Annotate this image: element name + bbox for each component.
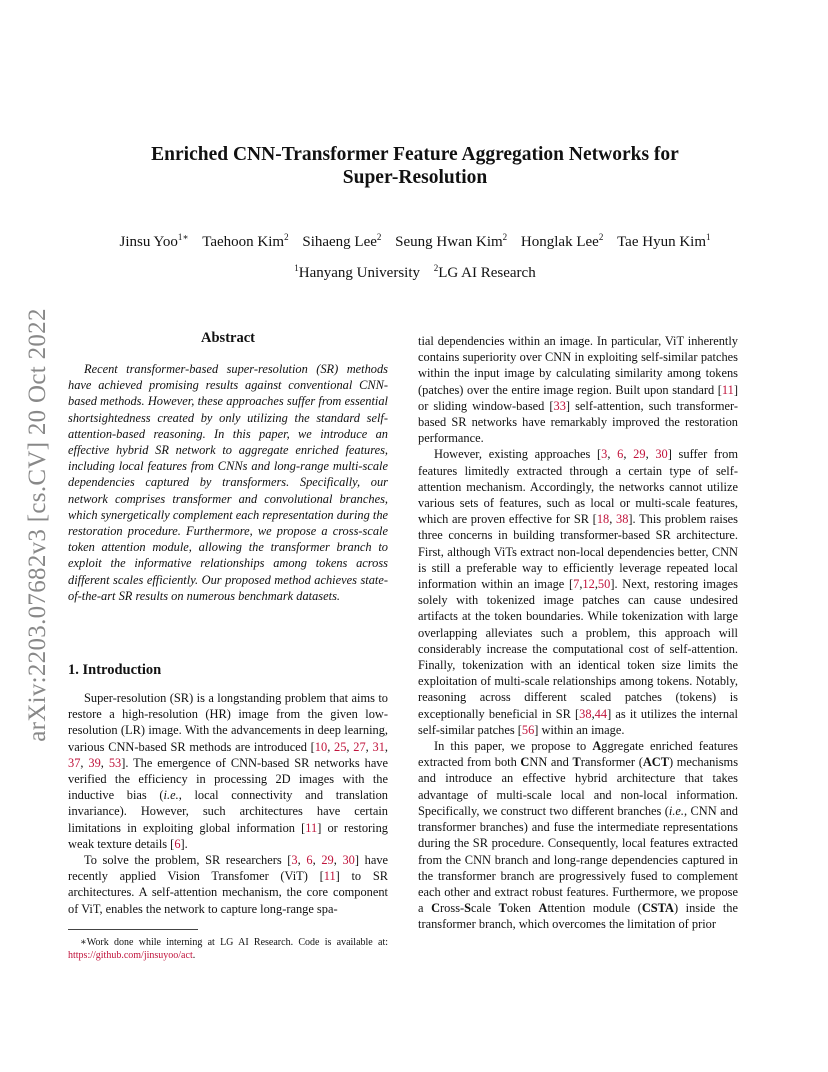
citation-link[interactable]: 6 bbox=[617, 447, 624, 462]
citation-link[interactable]: 38 bbox=[579, 706, 592, 721]
citation-link[interactable]: 30 bbox=[342, 853, 355, 868]
citation-link[interactable]: 11 bbox=[721, 382, 734, 397]
citation-link[interactable]: 31 bbox=[372, 739, 385, 754]
paper-title bbox=[110, 143, 720, 189]
right-paragraph-2: However, existing approaches [3, 6, 29, 30] suffer from features limitedly extracted through a certain type of self-attention mechanism. Accordingly, the networks cannot utilize various sets of features, such as local or multi-scale features, which are proven effective for SR [18, 38]. This problem raises three concerns in building transformer-based SR architecture. First, although ViTs extract non-local dependencies better, CNN is still a preferable way to efficiently leverage repeated local information within an image [7,12,50]. Next, restoring images solely with tokenized image patches can cause undesired artifacts at the token boundaries. While tokenization with large overlapping alleviates such a problem, this approach will considerably increase the computational cost of self-attention. Finally, tokenization with an identical token size limits the exploitation of multi-scale relationships among tokens. Notably, reasoning across different scaled patches (tokens) is exceptionally beneficial in SR [38,44] as it utilizes the internal self-similar patches [56] within an image. bbox=[418, 447, 739, 737]
intro-paragraph-1: Super-resolution (SR) is a longstanding problem that aims to restore a high-resolution (HR) image from the given low-resolution (LR) image. With the advancements in deep learning, various CNN-based SR methods are introduced [10, 25, 27, 31, 37, 39, 53]. The emergence of CNN-based SR networks have verified the efficiency in processing 2D images with the inductive bias (i.e., local connectivity and translation invariance). However, such architectures have certain limitations in exploiting global information [11] or restoring weak texture details [6]. bbox=[68, 691, 389, 851]
citation-link[interactable]: 25 bbox=[334, 739, 347, 754]
citation-link[interactable]: 30 bbox=[655, 447, 668, 462]
footnote-divider bbox=[68, 929, 198, 930]
citation-link[interactable]: 44 bbox=[594, 706, 608, 721]
citation-link[interactable]: 53 bbox=[108, 755, 122, 770]
citation-link[interactable]: 29 bbox=[321, 853, 334, 868]
author: Seung Hwan Kim$^2$ bbox=[395, 232, 508, 250]
right-column bbox=[418, 333, 738, 933]
author: Taehoon Kim$^2$ bbox=[202, 232, 289, 250]
affiliation: $^2$LG AI Research bbox=[433, 263, 536, 281]
citation-link[interactable]: 37 bbox=[68, 755, 81, 770]
citation-link[interactable]: 11 bbox=[305, 820, 318, 835]
citation-link[interactable]: 3 bbox=[601, 447, 608, 462]
citation-link[interactable]: 6 bbox=[306, 853, 313, 868]
right-paragraph-1: tial dependencies within an image. In particular, ViT inherently contains superiority over CNN in exploiting self-similar patches within the input image by calculating similarity among tokens (patches) over the entire image region. Built upon standard [11] or sliding window-based [33] self-attention, such transformer-based SR networks have remarkably improved the restoration performance. bbox=[418, 334, 738, 446]
citation-link[interactable]: 38 bbox=[616, 512, 629, 527]
citation-link[interactable]: 50 bbox=[597, 577, 611, 592]
citation-link[interactable]: 56 bbox=[521, 722, 535, 737]
left-column bbox=[68, 330, 388, 962]
citation-link[interactable]: 39 bbox=[88, 755, 101, 770]
citation-link[interactable]: 6 bbox=[174, 836, 181, 851]
abstract-heading: Abstract bbox=[201, 330, 255, 346]
title-line-1: Enriched CNN-Transformer Feature Aggregation Networks for bbox=[151, 144, 679, 165]
affiliations bbox=[110, 264, 720, 282]
section-heading-introduction: 1. Introduction bbox=[68, 662, 162, 679]
affiliation: $^1$Hanyang University bbox=[294, 263, 420, 281]
citation-link[interactable]: 10 bbox=[314, 739, 328, 754]
abstract-body: Recent transformer-based super-resolution (SR) methods have achieved promising results against conventional CNN-based methods. However, these approaches suffer from essential shortsightedness created by only utilizing the standard self-attention-based reasoning. In this paper, we introduce an effective hybrid SR network to aggregate enriched features, including local features from CNNs and long-range multi-scale dependencies captured by transformers. Specifically, our network comprises transformer and convolutional branches, which synergetically complement each representation during the restoration procedure. Furthermore, we propose a cross-scale token attention module, allowing the transformer branch to exploit the informative relationships among tokens across different scales efficiently. Our proposed method achieves state-of-the-art SR results on numerous benchmark datasets. bbox=[68, 362, 389, 603]
author: Jinsu Yoo$^{1∗}$ bbox=[119, 232, 189, 250]
citation-link[interactable]: 12 bbox=[582, 577, 595, 592]
citation-link[interactable]: 7 bbox=[573, 577, 580, 592]
title-line-2: Super-Resolution bbox=[342, 167, 488, 188]
right-paragraph-3: In this paper, we propose to Aggregate enriched features extracted from both CNN and Transformer (ACT) mechanisms and introduce an effective hybrid architecture that takes advantage of multi-scale local and non-local information. Specifically, we construct two different branches (i.e., CNN and transformer branches) and fuse the intermediate representations during the SR procedure. Consequently, local features extracted from the CNN branch and long-range dependencies captured in the transformer branch are progressively fused to complement each other and extract robust features. Furthermore, we propose a Cross-Scale Token Attention module (CSTA) inside the transformer branch, which overcomes the limitation of prior bbox=[418, 739, 739, 932]
author-list bbox=[70, 233, 760, 251]
citation-link[interactable]: 18 bbox=[596, 512, 610, 527]
intro-paragraph-2: To solve the problem, SR researchers [3, 6, 29, 30] have recently applied Vision Transfomer (ViT) [11] to SR architectures. A self-attention mechanism, the core component of ViT, enables the network to capture long-range spa- bbox=[68, 853, 389, 916]
citation-link[interactable]: 27 bbox=[353, 739, 366, 754]
author: Sihaeng Lee$^2$ bbox=[302, 232, 382, 250]
arxiv-stamp bbox=[18, 290, 58, 760]
arxiv-stamp-text: arXiv:2203.07682v3 [cs.CV] 20 Oct 2022 bbox=[24, 308, 51, 742]
author: Tae Hyun Kim$^1$ bbox=[617, 232, 711, 250]
code-link[interactable]: https://github.com/jinsuyoo/act bbox=[68, 949, 193, 961]
author: Honglak Lee$^2$ bbox=[520, 232, 604, 250]
citation-link[interactable]: 29 bbox=[633, 447, 646, 462]
citation-link[interactable]: 3 bbox=[291, 853, 298, 868]
footnote: ∗Work done while interning at LG AI Research. Code is available at: https://github.com/jinsuyoo/act. bbox=[68, 936, 388, 961]
citation-link[interactable]: 33 bbox=[553, 398, 566, 413]
citation-link[interactable]: 11 bbox=[323, 869, 336, 884]
